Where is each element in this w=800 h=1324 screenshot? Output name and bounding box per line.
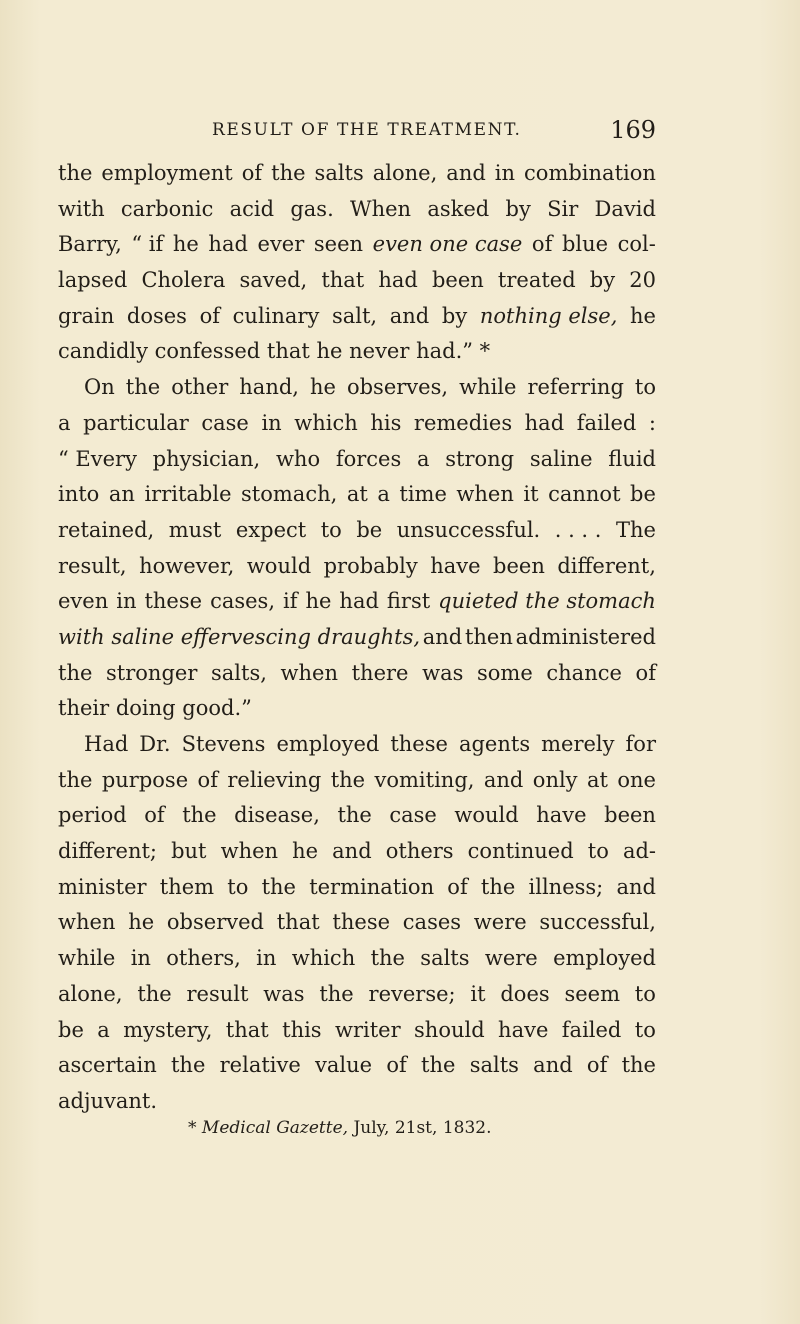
word: he: [292, 839, 319, 864]
word: a: [377, 482, 390, 507]
word: of: [241, 161, 263, 185]
word: been: [604, 803, 656, 828]
word: to: [634, 1017, 656, 1042]
word: and: [389, 303, 430, 328]
word: 20: [629, 268, 656, 293]
word: their doing good.”: [58, 696, 252, 721]
word: lapsed: [58, 268, 128, 293]
word: unsuccessful.: [396, 517, 541, 542]
word: the: [480, 874, 516, 899]
word: the: [137, 981, 172, 1006]
word: continued: [467, 839, 574, 864]
word: he: [128, 910, 155, 935]
word: in: [116, 589, 137, 614]
word: “ Every: [58, 446, 137, 471]
word: does: [500, 981, 550, 1006]
word: candidly confessed that he never had.” *: [58, 339, 491, 364]
word: On: [84, 375, 115, 400]
page-number: 169: [610, 116, 656, 144]
word: cases: [402, 910, 462, 935]
word: and: [616, 874, 656, 899]
word: carbonic: [120, 196, 214, 221]
word: alone,: [58, 981, 123, 1006]
text-line: [58, 584, 656, 620]
word: by: [589, 268, 616, 293]
word: result: [186, 981, 249, 1006]
word: to: [634, 375, 656, 400]
word: employment: [101, 161, 233, 185]
word: Dr.: [139, 732, 171, 756]
word: combination: [524, 161, 656, 185]
word: however,: [139, 553, 235, 578]
word: them: [159, 874, 215, 899]
word: had: [524, 410, 565, 435]
word: these: [390, 732, 448, 756]
word: . . . .: [554, 517, 602, 542]
word: referring: [527, 375, 624, 400]
word: expect: [235, 517, 307, 542]
text-line: [58, 834, 656, 870]
word: and: [422, 624, 463, 649]
page-header: [212, 116, 692, 146]
word: while: [459, 375, 517, 400]
word: the: [125, 375, 161, 400]
word: had: [339, 589, 379, 614]
word: a: [416, 446, 430, 471]
word: salt,: [331, 303, 378, 328]
word: and: [483, 767, 524, 792]
word: doses: [126, 303, 187, 328]
word: Stevens: [181, 732, 266, 756]
word: which: [291, 946, 356, 971]
word: merely: [541, 732, 615, 756]
word: value: [315, 1053, 373, 1078]
word: of: [635, 660, 656, 685]
word: a: [97, 1017, 110, 1042]
text-line: [58, 370, 656, 406]
word: and: [533, 1053, 573, 1078]
word: saline: [529, 446, 593, 471]
word: David: [594, 196, 656, 221]
word: alone,: [372, 161, 438, 185]
word: at: [346, 482, 368, 507]
word: When: [350, 196, 412, 221]
word: observed: [166, 910, 264, 935]
word: case: [201, 410, 249, 435]
word: the: [370, 946, 405, 971]
word: the: [621, 1053, 656, 1078]
word: in: [130, 946, 151, 971]
word: relative: [219, 1053, 301, 1078]
word: of: [447, 874, 468, 899]
word: failed: [561, 1017, 622, 1042]
footnote-source: Medical Gazette,: [201, 1118, 349, 1138]
word: first: [386, 589, 431, 614]
word: administered: [515, 624, 656, 649]
text-line: [58, 905, 656, 941]
word: be: [356, 517, 383, 542]
word: col-: [617, 232, 656, 257]
word: it: [470, 981, 486, 1006]
word: his: [370, 410, 402, 435]
word: different;: [58, 839, 158, 864]
word: even: [58, 589, 109, 614]
word: had: [208, 232, 248, 257]
word: there: [351, 660, 409, 685]
word: ever: [257, 232, 305, 257]
word: to: [227, 874, 249, 899]
word: strong: [445, 446, 515, 471]
word: stomach,: [241, 482, 338, 507]
word: had: [378, 268, 418, 293]
word: for: [625, 732, 656, 756]
word: time: [399, 482, 447, 507]
word: would: [246, 553, 312, 578]
word: different,: [557, 553, 656, 578]
word: the: [330, 767, 366, 792]
word: in: [494, 161, 516, 185]
word: salts: [469, 1053, 519, 1078]
word: the: [58, 161, 93, 185]
word: it: [523, 482, 539, 507]
word: disease,: [234, 803, 320, 828]
word: the: [421, 1053, 456, 1078]
word: others,: [166, 946, 241, 971]
word: other: [171, 375, 229, 400]
word: was: [422, 660, 464, 685]
word: The: [615, 517, 656, 542]
word: were: [484, 946, 538, 971]
word: employed: [553, 946, 656, 971]
word: the: [271, 161, 306, 185]
word: chance: [546, 660, 622, 685]
word: Barry,: [58, 232, 122, 257]
word: some: [477, 660, 533, 685]
word: have: [498, 1017, 549, 1042]
word: saved,: [239, 268, 308, 293]
word: the: [261, 874, 296, 899]
word: he: [630, 303, 656, 328]
word: retained,: [58, 517, 155, 542]
word: seen: [313, 232, 364, 257]
text-line: [58, 192, 656, 228]
word: forces: [335, 446, 402, 471]
word: into: [58, 482, 100, 507]
word: with: [58, 196, 105, 221]
word: the: [58, 660, 93, 685]
word: Cholera: [141, 268, 226, 293]
word: fluid: [608, 446, 656, 471]
word: :: [648, 410, 656, 435]
word: of: [199, 303, 221, 328]
running-title: RESULT OF THE TREATMENT.: [212, 120, 522, 140]
word: the: [182, 803, 217, 828]
word: period: [58, 803, 127, 828]
word: others: [385, 839, 454, 864]
word: agents: [458, 732, 531, 756]
word: cannot: [548, 482, 621, 507]
word: reverse;: [368, 981, 456, 1006]
word: grain: [58, 303, 115, 328]
word: treated: [497, 268, 576, 293]
text-line: [58, 406, 656, 442]
word: only: [532, 767, 578, 792]
text-line: [58, 620, 656, 656]
italic-phrase: nothing else,: [479, 303, 618, 328]
word: were: [473, 910, 527, 935]
text-line: [58, 941, 656, 977]
word: adjuvant.: [58, 1088, 158, 1113]
word: by: [441, 303, 468, 328]
word: in: [256, 946, 277, 971]
text-line: [58, 513, 656, 549]
word: but: [171, 839, 207, 864]
text-line: [58, 156, 656, 192]
word: and: [446, 161, 486, 185]
word: if: [283, 589, 298, 614]
word: seem: [564, 981, 620, 1006]
word: would: [454, 803, 519, 828]
word: particular: [83, 410, 189, 435]
body-text: [58, 156, 656, 1120]
text-line: [58, 227, 656, 263]
word: an: [108, 482, 135, 507]
word: that: [321, 268, 365, 293]
word: the: [319, 981, 354, 1006]
word: mystery,: [123, 1017, 213, 1042]
word: a: [58, 410, 71, 435]
word: he: [310, 375, 336, 400]
word: successful,: [539, 910, 656, 935]
word: at: [586, 767, 608, 792]
italic-phrase: with saline effervescing draughts,: [58, 624, 421, 649]
word: while: [58, 946, 116, 971]
word: and: [332, 839, 372, 864]
word: in: [261, 410, 282, 435]
word: that: [276, 910, 320, 935]
word: writer: [334, 1017, 401, 1042]
word: then: [464, 624, 513, 649]
word: to: [634, 981, 656, 1006]
footnote-date: July, 21st, 1832.: [353, 1118, 492, 1138]
word: minister: [58, 874, 147, 899]
text-line: [58, 442, 656, 478]
word: to: [587, 839, 609, 864]
footnote: [188, 1118, 492, 1138]
word: remedies: [413, 410, 513, 435]
text-line: [58, 691, 656, 727]
word: when: [220, 839, 279, 864]
word: failed: [576, 410, 637, 435]
text-line: [58, 977, 656, 1013]
word: “ if: [131, 232, 164, 257]
word: he: [172, 232, 199, 257]
word: these: [144, 589, 203, 614]
word: blue: [561, 232, 609, 257]
word: illness;: [528, 874, 604, 899]
word: ad-: [622, 839, 656, 864]
text-line: [58, 656, 656, 692]
word: be: [58, 1017, 84, 1042]
word: hand,: [239, 375, 299, 400]
word: salts: [314, 161, 364, 185]
word: physician,: [152, 446, 261, 471]
word: termination: [309, 874, 435, 899]
word: who: [275, 446, 321, 471]
word: Had: [84, 732, 129, 756]
word: when: [280, 660, 338, 685]
word: of: [531, 232, 553, 257]
word: to: [320, 517, 342, 542]
word: vomiting,: [374, 767, 475, 792]
word: these: [332, 910, 391, 935]
word: been: [431, 268, 484, 293]
word: been: [493, 553, 545, 578]
word: purpose: [101, 767, 189, 792]
word: have: [536, 803, 587, 828]
word: culinary: [232, 303, 320, 328]
text-line: [58, 1013, 656, 1049]
word: salts: [420, 946, 470, 971]
word: that: [225, 1017, 269, 1042]
word: by: [505, 196, 531, 221]
word: must: [168, 517, 222, 542]
text-line: [58, 1048, 656, 1084]
text-line: [58, 1084, 656, 1120]
word: the: [170, 1053, 206, 1078]
word: result,: [58, 553, 127, 578]
word: relieving: [227, 767, 322, 792]
word: irritable: [144, 482, 232, 507]
word: gas.: [290, 196, 334, 221]
word: when: [456, 482, 514, 507]
text-line: [58, 798, 656, 834]
word: this: [282, 1017, 322, 1042]
word: he: [305, 589, 332, 614]
word: which: [294, 410, 358, 435]
word: one: [617, 767, 656, 792]
text-line: [58, 334, 656, 370]
word: ascertain: [58, 1053, 157, 1078]
word: Sir: [547, 196, 579, 221]
italic-phrase: quieted the stomach: [438, 589, 656, 614]
text-line: [58, 870, 656, 906]
word: employed: [276, 732, 380, 756]
word: should: [414, 1017, 485, 1042]
text-line: [58, 263, 656, 299]
word: case: [389, 803, 437, 828]
word: probably: [323, 553, 418, 578]
text-line: [58, 299, 656, 335]
word: cases,: [210, 589, 276, 614]
footnote-marker: *: [188, 1118, 197, 1138]
text-line: [58, 477, 656, 513]
word: of: [144, 803, 165, 828]
word: of: [586, 1053, 608, 1078]
word: have: [430, 553, 481, 578]
word: was: [263, 981, 305, 1006]
word: observes,: [346, 375, 449, 400]
word: the: [58, 767, 93, 792]
text-line: [58, 549, 656, 585]
text-line: [58, 763, 656, 799]
word: when: [58, 910, 116, 935]
italic-phrase: even one case: [372, 232, 523, 257]
text-line: [58, 727, 656, 763]
word: acid: [229, 196, 275, 221]
word: stronger: [106, 660, 198, 685]
word: of: [197, 767, 218, 792]
word: the: [337, 803, 372, 828]
word: salts,: [211, 660, 267, 685]
word: of: [386, 1053, 407, 1078]
word: asked: [427, 196, 490, 221]
word: be: [630, 482, 656, 507]
